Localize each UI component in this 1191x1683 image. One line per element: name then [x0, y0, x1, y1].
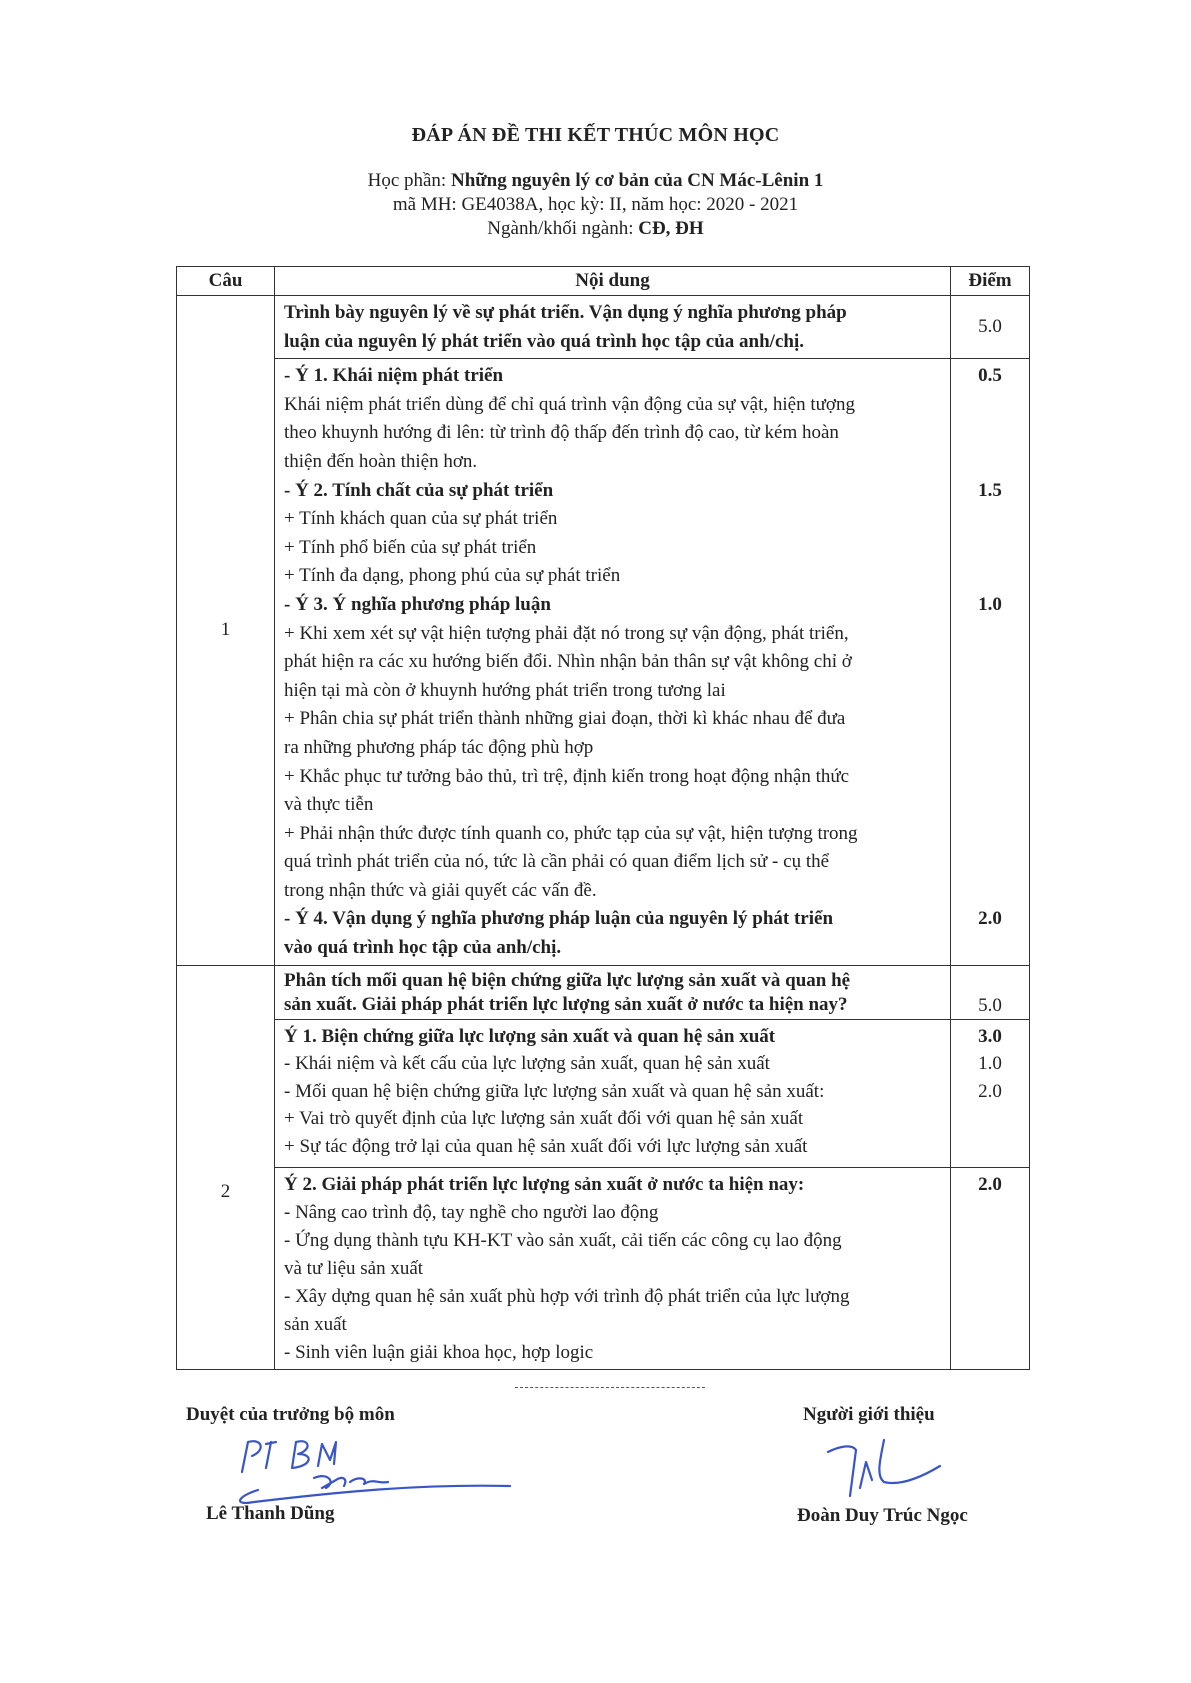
- col-header-points: Điểm: [951, 267, 1030, 296]
- document-title: ĐÁP ÁN ĐỀ THI KẾT THÚC MÔN HỌC: [411, 124, 780, 146]
- section-heading: Ý 1. Biện chứng giữa lực lượng sản xuất và quan hệ sản xuất: [284, 1025, 776, 1047]
- section-heading: - Ý 3. Ý nghĩa phương pháp luận: [284, 593, 551, 615]
- left-signature-image: [218, 1432, 518, 1507]
- table-row: [177, 965, 1030, 1019]
- course-code-line: mã MH: GE4038A, học kỳ: II, năm học: 2020 - 2021: [392, 194, 799, 215]
- question-points: 5.0: [951, 296, 1030, 359]
- table-header-row: [177, 267, 1030, 296]
- section-points: 2.0: [951, 1167, 1030, 1369]
- right-signer-name: Đoàn Duy Trúc Ngọc: [797, 1505, 968, 1526]
- course-name: Những nguyên lý cơ bản của CN Mác-Lênin 1: [450, 170, 824, 191]
- question-points: 5.0: [951, 965, 1030, 1019]
- section-points: 0.5 1.5 1.0 2.0: [951, 359, 1030, 965]
- answer-content: - Ý 1. Khái niệm phát triển Khái niệm phát triển dùng để chỉ quá trình vận động của sự vật, hiện tượng theo khuynh hướng đi lên: từ trình độ thấp đến trình độ cao, từ kém hoàn thiện đến hoàn thiện hơn. - Ý 2. Tính chất của sự phát triển + Tính khách quan của sự phát triển + Tính phổ biến của sự phát triển + Tính đa dạng, phong phú của sự phát triển - Ý 3. Ý nghĩa phương pháp luận + Khi xem xét sự vật hiện tượng phải đặt nó trong sự vận động, phát triển, phát hiện ra các xu hướng biến đổi. Nhìn nhận bản thân sự vật không chỉ ở hiện tại mà còn ở khuynh hướng phát triển trong tương lai + Phân chia sự phát triển thành những giai đoạn, thời kì khác nhau để đưa ra những phương pháp tác động phù hợp + Khắc phục tư tưởng bảo thủ, trì trệ, định kiến trong hoạt động nhận thức và thực tiễn + Phải nhận thức được tính quanh co, phức tạp của sự vật, hiện tượng trong quá trình phát triển của nó, tức là cần phải có quan điểm lịch sử - cụ thể trong nhận thức và giải quyết các vấn đề. - Ý 4. Vận dụng ý nghĩa phương pháp luận của nguyên lý phát triển vào quá trình học tập của anh/chị.: [275, 359, 951, 965]
- section-heading: - Ý 2. Tính chất của sự phát triển: [284, 479, 554, 501]
- table-row: [177, 1167, 1030, 1369]
- course-prefix: Học phần:: [367, 170, 451, 191]
- section-points: 3.0 1.0 2.0: [951, 1019, 1030, 1167]
- question-prompt: Phân tích mối quan hệ biện chứng giữa lực lượng sản xuất và quan hệ sản xuất. Giải pháp phát triển lực lượng sản xuất ở nước ta hiện nay?: [275, 965, 951, 1019]
- question-prompt: Trình bày nguyên lý về sự phát triển. Vận dụng ý nghĩa phương pháp luận của nguyên lý phát triển vào quá trình học tập của anh/chị.: [275, 296, 951, 359]
- answer-content: Ý 2. Giải pháp phát triển lực lượng sản xuất ở nước ta hiện nay: - Nâng cao trình độ, tay nghề cho người lao động - Ứng dụng thành tựu KH-KT vào sản xuất, cải tiến các công cụ lao động và tư liệu sản xuất - Xây dựng quan hệ sản xuất phù hợp với trình độ phát triển của lực lượng sản xuất - Sinh viên luận giải khoa học, hợp logic: [275, 1167, 951, 1369]
- answer-content: Ý 1. Biện chứng giữa lực lượng sản xuất và quan hệ sản xuất - Khái niệm và kết cấu của lực lượng sản xuất, quan hệ sản xuất - Mối quan hệ biện chứng giữa lực lượng sản xuất và quan hệ sản xuất: + Vai trò quyết định của lực lượng sản xuất đối với quan hệ sản xuất + Sự tác động trở lại của quan hệ sản xuất đối với lực lượng sản xuất: [275, 1019, 951, 1167]
- col-header-question: Câu: [177, 267, 275, 296]
- table-row: [177, 359, 1030, 965]
- table-row: [177, 1019, 1030, 1167]
- col-header-content: Nội dung: [275, 267, 951, 296]
- question-number: 2: [177, 965, 275, 1369]
- major-prefix: Ngành/khối ngành:: [487, 218, 639, 239]
- question-number: 1: [177, 296, 275, 966]
- table-row: [177, 296, 1030, 359]
- left-signer-name: Lê Thanh Dũng: [206, 1503, 335, 1524]
- separator-line: [515, 1387, 705, 1388]
- major-line: [0, 218, 1191, 240]
- right-signature-image: [820, 1436, 960, 1506]
- section-heading: - Ý 4. Vận dụng ý nghĩa phương pháp luận của nguyên lý phát triển: [284, 908, 834, 930]
- left-signature-title: Duyệt của trưởng bộ môn: [186, 1404, 395, 1425]
- section-heading: - Ý 1. Khái niệm phát triển: [284, 365, 504, 387]
- answer-table: [176, 266, 1030, 1370]
- course-line: [0, 170, 1191, 192]
- section-heading: Ý 2. Giải pháp phát triển lực lượng sản xuất ở nước ta hiện nay:: [284, 1173, 805, 1195]
- right-signature-title: Người giới thiệu: [803, 1404, 935, 1425]
- major-value: CĐ, ĐH: [638, 218, 704, 239]
